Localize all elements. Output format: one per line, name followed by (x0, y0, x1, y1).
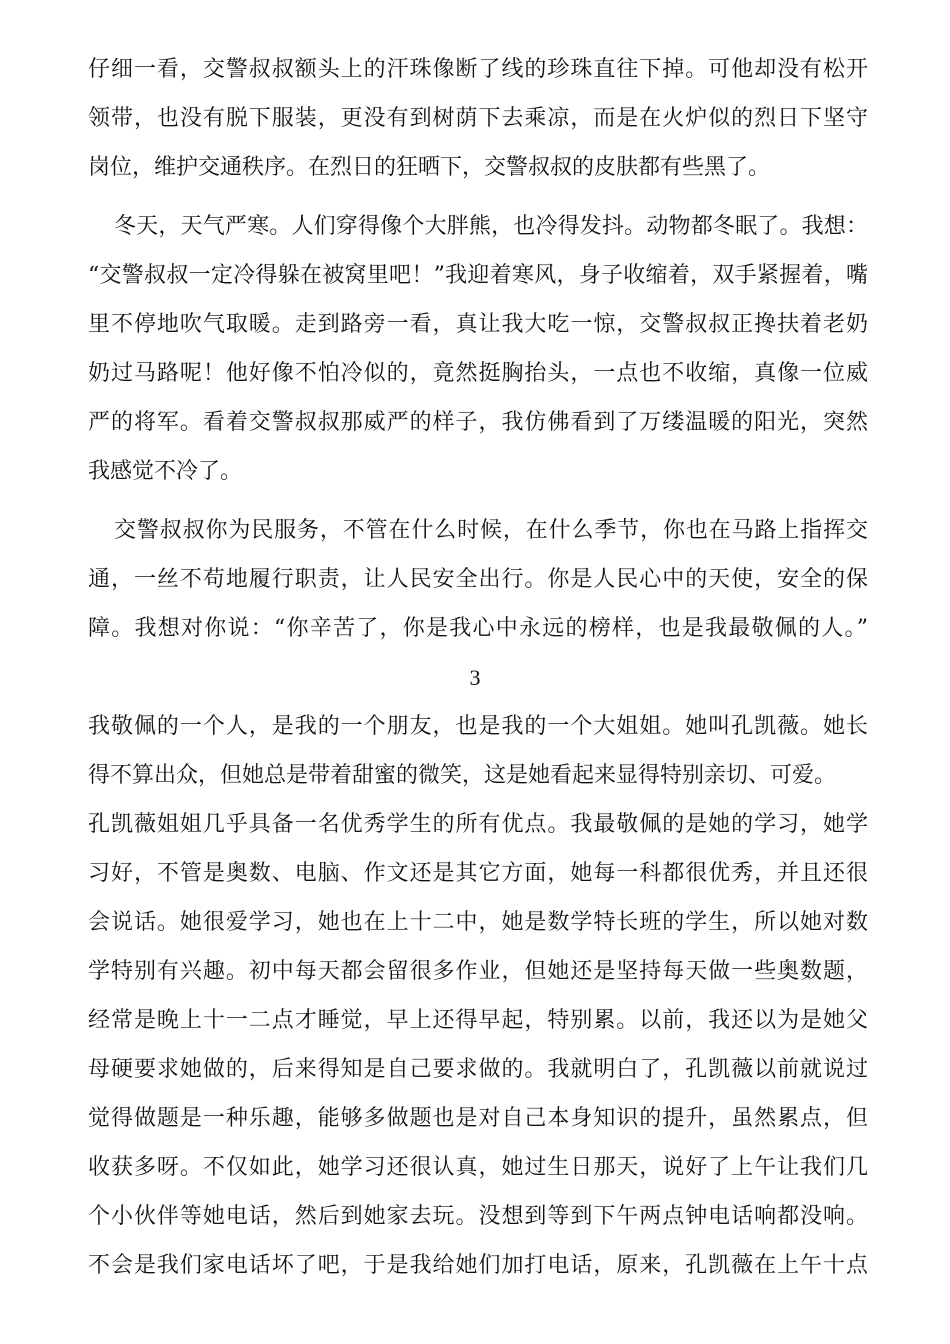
text-line: 冬天，天气严寒。人们穿得像个大胖熊，也冷得发抖。动物都冬眠了。我想： (114, 214, 868, 239)
text-line: 我敬佩的一个人，是我的一个朋友，也是我的一个大姐姐。她叫孔凯薇。她长 (88, 714, 868, 739)
text-line: 里不停地吹气取暖。走到路旁一看，真让我大吃一惊，交警叔叔正搀扶着老奶 (88, 312, 868, 337)
text-line: 经常是晚上十一二点才睡觉，早上还得早起，特别累。以前，我还以为是她父 (88, 1008, 868, 1033)
text-line: 仔细一看，交警叔叔额头上的汗珠像断了线的珍珠直往下掉。可他却没有松开 (88, 57, 868, 82)
text-line: 我感觉不冷了。 (88, 459, 243, 484)
text-line: 觉得做题是一种乐趣，能够多做题也是对自己本身知识的提升，虽然累点，但 (88, 1106, 868, 1131)
text-line: 奶过马路呢！他好像不怕冷似的，竟然挺胸抬头，一点也不收缩，真像一位威 (88, 361, 868, 386)
text-line: 学特别有兴趣。初中每天都会留很多作业，但她还是坚持每天做一些奥数题， (88, 959, 868, 984)
text-line: 会说话。她很爱学习，她也在上十二中，她是数学特长班的学生，所以她对数 (88, 910, 868, 935)
text-line: 通，一丝不苟地履行职责，让人民安全出行。你是人民心中的天使，安全的保 (88, 567, 868, 592)
text-line: 习好，不管是奥数、电脑、作文还是其它方面，她每一科都很优秀，并且还很 (88, 861, 868, 886)
text-line: 严的将军。看着交警叔叔那威严的样子，我仿佛看到了万缕温暖的阳光，突然 (88, 410, 868, 435)
text-line: 得不算出众，但她总是带着甜蜜的微笑，这是她看起来显得特别亲切、可爱。 (88, 763, 837, 788)
text-line: 收获多呀。不仅如此，她学习还很认真，她过生日那天，说好了上午让我们几 (88, 1155, 868, 1180)
text-line: “交警叔叔一定冷得躲在被窝里吧！”我迎着寒风，身子收缩着，双手紧握着，嘴 (88, 263, 868, 288)
text-line: 岗位，维护交通秩序。在烈日的狂晒下，交警叔叔的皮肤都有些黑了。 (88, 155, 771, 180)
text-line: 个小伙伴等她电话，然后到她家去玩。没想到等到下午两点钟电话响都没响。 (88, 1204, 868, 1229)
text-line: 障。我想对你说：“你辛苦了，你是我心中永远的榜样，也是我最敬佩的人。” (88, 616, 868, 641)
text-line: 交警叔叔你为民服务，不管在什么时候，在什么季节，你也在马路上指挥交 (114, 518, 868, 543)
text-line: 领带，也没有脱下服装，更没有到树荫下去乘凉，而是在火炉似的烈日下坚守 (88, 106, 868, 131)
text-line: 不会是我们家电话坏了吧，于是我给她们加打电话，原来，孔凯薇在上午十点 (88, 1253, 868, 1278)
section-number: 3 (469, 665, 481, 690)
text-line: 母硬要求她做的，后来得知是自己要求做的。我就明白了，孔凯薇以前就说过 (88, 1057, 868, 1082)
text-line: 孔凯薇姐姐几乎具备一名优秀学生的所有优点。我最敬佩的是她的学习，她学 (88, 812, 868, 837)
